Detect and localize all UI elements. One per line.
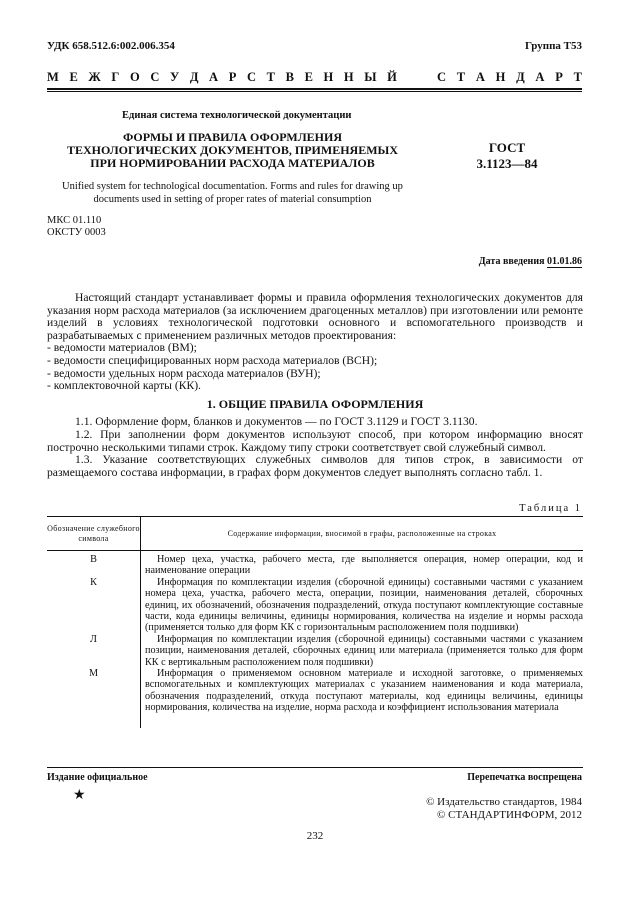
table-row [47,634,583,668]
row-text: Номер цеха, участка, рабочего места, где выполняется операция, номер операции, код и наименование операции [145,554,583,577]
banner-letter: Р [555,70,563,84]
interstate-standard-banner [47,70,582,85]
banner-word-1 [47,70,397,85]
banner-letter: А [475,70,485,84]
official-edition: Издание официальное [47,772,148,783]
banner-rule [47,88,582,90]
banner-letter: Е [69,70,78,84]
row-text: Информация о применяемом основном материале и исходной заготовке, о применяемых вспомогательных и комплектующих материалах с указанием наименования и кода материала, обозначения подразделений, откуда поступают материалы, код единицы величины, единицы нормирования, количества на изделие, норма расхода и коэффициент использования материала [145,668,583,714]
page-number: 232 [306,830,324,842]
banner-letter: А [535,70,545,84]
group-code: Группа Т53 [524,40,582,52]
banner-letter: Р [228,70,237,84]
table-caption: Таблица 1 [519,503,582,514]
copyright-block [426,796,582,822]
table-cell-symbol: В [47,551,141,577]
intro-paragraph: Настоящий стандарт устанавливает формы и правила оформления технологических документов для указания норм расхода материалов (за исключением драгоценных металлов) при изготовлении или ремонте изделий в условиях технологической подготовки основного и вспомогательного производств и разрабатываемых с применением различных методов проектирования: [47,291,583,342]
banner-letter: В [285,70,294,84]
list-item: - ведомости материалов (ВМ); [47,341,197,355]
banner-letter: М [47,70,59,84]
banner-letter: А [209,70,219,84]
gost-number: 3.1123—84 [476,156,538,171]
row-text: Информация по комплектации изделия (сборочной единицы) составными частями с указанием номера цеха, участка, рабочего места, операции, позиции, наименования деталей, сборочных единиц, их обозначений, обозначения подразделений, откуда поступают комплектующие составные части, кода единицы величины, единицы нормирования, количества на изделие и нормы расхода (применяется только для форм КК с горизонтальным расположением поля подшивки) [145,576,583,634]
date-label: Дата введения [478,256,545,267]
banner-letter: Ж [88,70,101,84]
list-item: - ведомости специфицированных норм расхода материалов (ВСН); [47,353,378,367]
banner-letter: Т [266,70,275,84]
star-icon: ★ [73,788,86,803]
list-item: - комплектовочной карты (КК). [47,379,201,393]
banner-letter: С [246,70,256,84]
date-value: 01.01.86 [547,256,582,267]
banner-letter: Н [323,70,334,84]
table-cell-text [141,577,584,634]
table-row [47,551,583,577]
gost-designation [462,140,552,172]
banner-letter: Е [304,70,313,84]
banner-letter: С [437,70,447,84]
classification-codes [47,215,106,239]
banner-letter: Н [495,70,506,84]
banner-letter: Т [573,70,582,84]
banner-letter: С [150,70,160,84]
copyright-line: © Издательство стандартов, 1984 [426,796,582,808]
banner-letter: Г [111,70,120,84]
english-title: Unified system for technological documentation. Forms and rules for drawing up documents used in setting of proper rates of material consumption [62,181,403,205]
banner-letter: Н [343,70,354,84]
okstu-code: ОКСТУ 0003 [47,227,106,238]
mks-code: МКС 01.110 [47,215,102,226]
table-header-row [47,517,583,551]
banner-rule-thin [47,91,582,92]
table-cell-text [141,668,584,728]
banner-word-2 [437,70,582,85]
table-cell-symbol: К [47,577,141,634]
clause-1-3: 1.3. Указание соответствующих служебных символов для типов строк, в зависимости от размещаемого состава информации, в графах форм документов следует выполнять согласно табл. 1. [47,453,583,479]
standard-title: ФОРМЫ И ПРАВИЛА ОФОРМЛЕНИЯ ТЕХНОЛОГИЧЕСКИХ ДОКУМЕНТОВ, ПРИМЕНЯЕМЫХ ПРИ НОРМИРОВАНИИ РАСХОДА МАТЕРИАЛОВ [67,130,398,170]
table-cell-text [141,551,584,577]
symbol-table [47,516,583,728]
clause-1-2: 1.2. При заполнении форм документов используют способ, при котором информацию вносят построчно несколькими типами строк. Каждому типу строки соответствует свой служебный символ. [47,427,583,454]
table-row [47,668,583,728]
table-row [47,577,583,634]
table-cell-symbol: М [47,668,141,728]
table-header-symbol: Обозначение служебного символа [47,517,141,551]
banner-letter: Т [456,70,466,84]
table-cell-symbol: Л [47,634,141,668]
footer-rule [47,767,583,768]
document-body [47,292,583,479]
banner-letter: У [170,70,180,84]
banner-letter: Д [516,70,525,84]
banner-letter: Ы [364,70,377,84]
reprint-prohibited: Перепечатка воспрещена [467,772,582,783]
banner-letter: Й [387,70,397,84]
system-title: Единая система технологической документации [122,110,352,121]
row-text: Информация по комплектации изделия (сборочной единицы) составными частями с указанием позиции, наименования деталей, сборочных единиц или материала (применяется только для форм КК с вертикальным расположением поля подшивки) [145,633,583,668]
banner-letter: О [129,70,140,84]
table-cell-text [141,634,584,668]
clause-1-1: 1.1. Оформление форм, бланков и документов — по ГОСТ 3.1129 и ГОСТ 3.1130. [75,415,478,429]
section-heading: 1. ОБЩИЕ ПРАВИЛА ОФОРМЛЕНИЯ [206,396,424,411]
banner-letter: Д [189,70,199,84]
gost-label: ГОСТ [488,140,526,155]
udk-code: УДК 658.512.6:002.006.354 [47,40,175,52]
copyright-line: © СТАНДАРТИНФОРМ, 2012 [437,809,582,821]
table-header-content: Содержание информации, вносимой в графы, расположенные на строках [141,517,584,551]
list-item: - ведомости удельных норм расхода материалов (ВУН); [47,366,321,380]
introduction-date [479,256,582,267]
